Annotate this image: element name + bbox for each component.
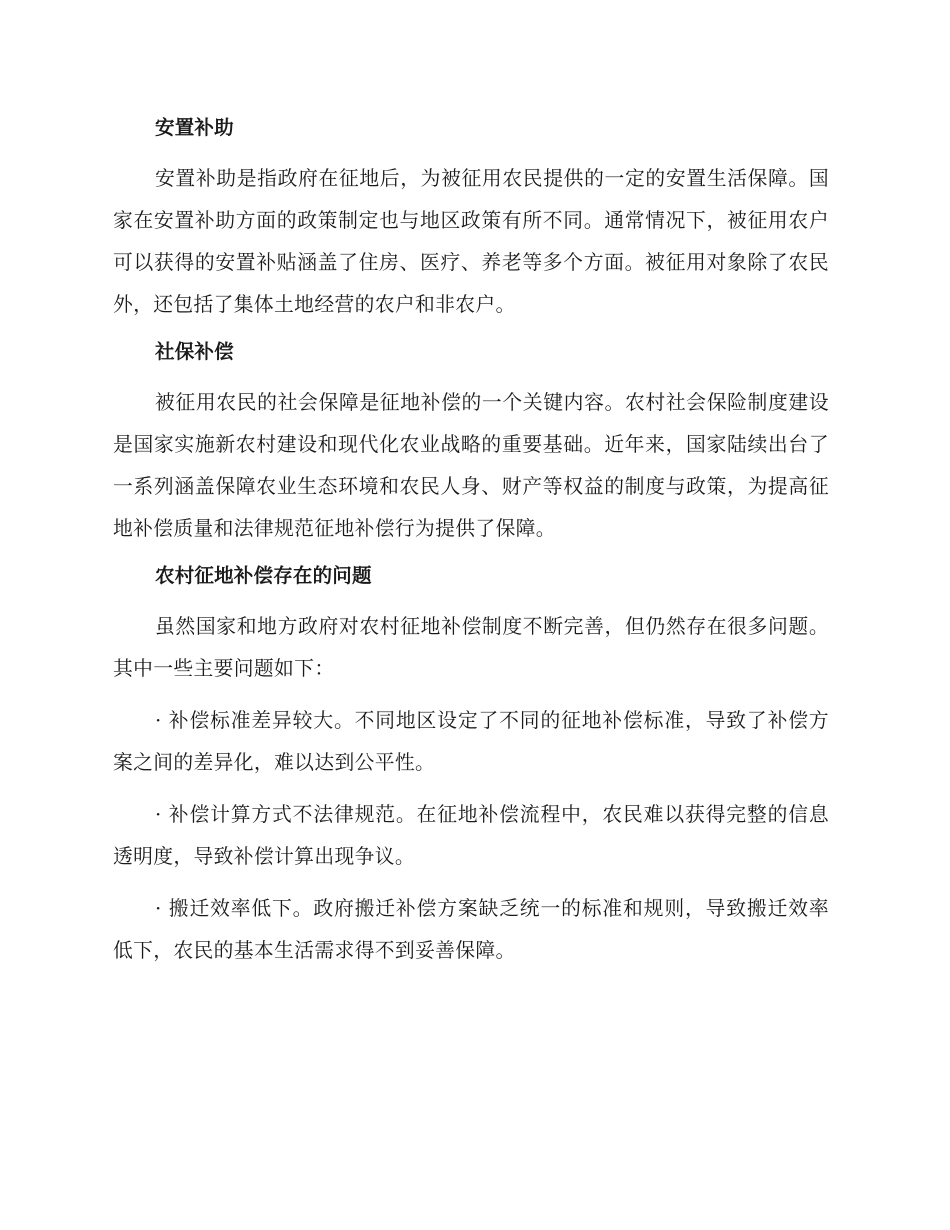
bullet-item-standards: · 补偿标准差异较大。不同地区设定了不同的征地补偿标准，导致了补偿方案之间的差异化，难以达到公平性。: [113, 709, 829, 774]
paragraph-social-security: 被征用农民的社会保障是征地补偿的一个关键内容。农村社会保险制度建设是国家实施新农村建设和现代化农业战略的重要基础。近年来，国家陆续出台了一系列涵盖保障农业生态环境和农民人身、财产等权益的制度与政策，为提高征地补偿质量和法律规范征地补偿行为提供了保障。: [113, 391, 829, 540]
bullet-item-efficiency: · 搬迁效率低下。政府搬迁补偿方案缺乏统一的标准和规则，导致搬迁效率低下，农民的基本生活需求得不到妥善保障。: [113, 897, 829, 962]
bullet-item-calculation: · 补偿计算方式不法律规范。在征地补偿流程中，农民难以获得完整的信息透明度，导致补偿计算出现争议。: [113, 803, 829, 868]
paragraph-resettlement: 安置补助是指政府在征地后，为被征用农民提供的一定的安置生活保障。国家在安置补助方面的政策制定也与地区政策有所不同。通常情况下，被征用农户可以获得的安置补贴涵盖了住房、医疗、养老等多个方面。被征用对象除了农民外，还包括了集体土地经营的农户和非农户。: [113, 167, 829, 316]
section-heading-resettlement: 安置补助: [155, 116, 234, 139]
paragraph-problems-intro: 虽然国家和地方政府对农村征地补偿制度不断完善，但仍然存在很多问题。其中一些主要问题如下：: [113, 615, 829, 680]
document-body: [113, 112, 829, 982]
section-heading-social-security: 社保补偿: [155, 340, 234, 363]
section-heading-problems: 农村征地补偿存在的问题: [155, 564, 372, 587]
